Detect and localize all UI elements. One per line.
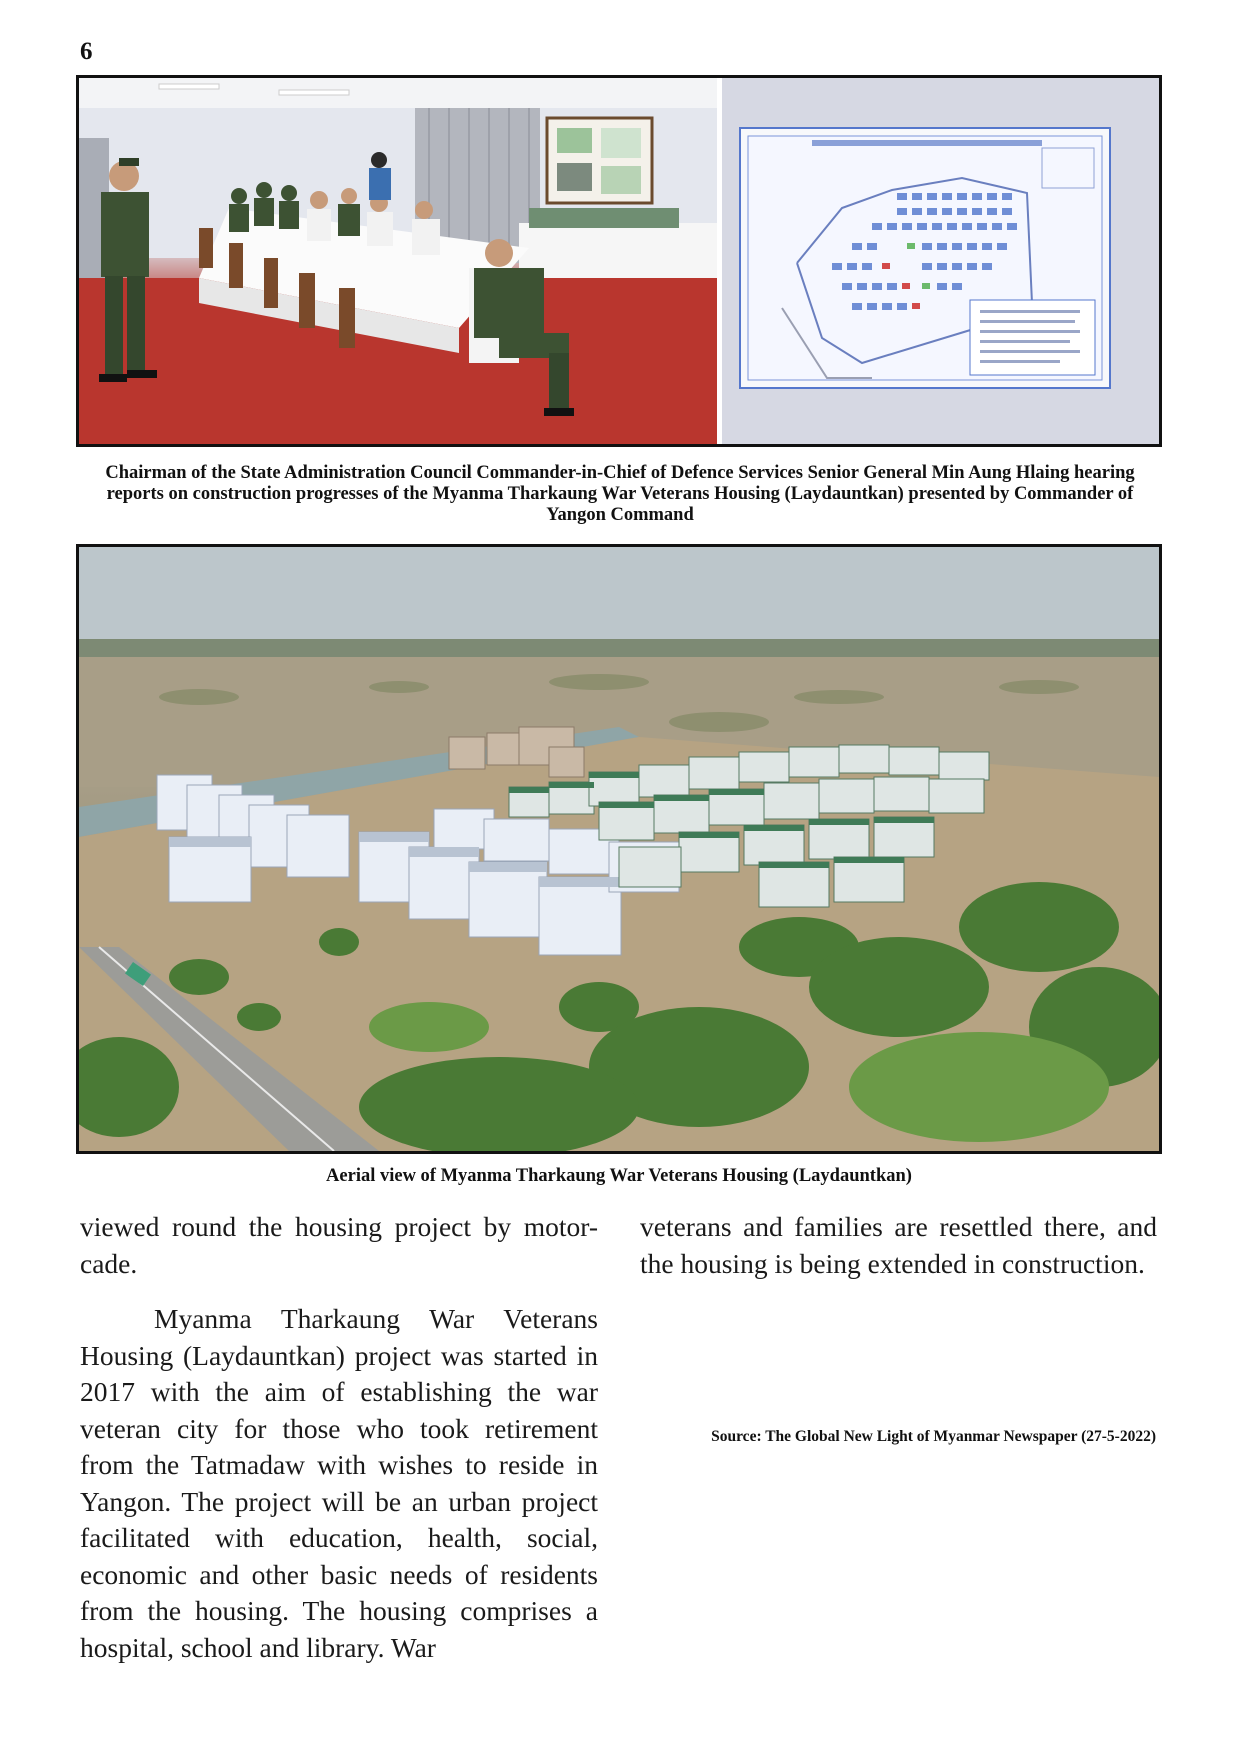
top-photo-caption: Chairman of the State Administration Council Commander-in-Chief of Defence Services Senior General Min Aung Hlaing hearing reports on construction progresses of the Myanma Tharkaung War Veterans Housing (Laydauntkan) presented by Commander of Yangon Command <box>105 463 1135 525</box>
aerial-photo-frame <box>76 544 1162 1154</box>
aerial-photo-illustration <box>79 547 1159 1151</box>
article-paragraph-3: veterans and families are resettled there, and the housing is being extended in construction. <box>640 1211 1157 1279</box>
aerial-photo-caption: Aerial view of Myanma Tharkaung War Veterans Housing (Laydauntkan) <box>326 1166 912 1186</box>
meeting-photo-illustration <box>79 78 717 444</box>
article-paragraph-2: Myanma Tharkaung War Veterans Housing (Laydauntkan) project was started in 2017 with the aim of establishing the war veteran city for those who took retirement from the Tatmadaw with wishes to reside in Yangon. The project will be an urban project facilitated with education, health, social, economic and other basic needs of residents from the housing. The housing comprises a hospital, school and library. War <box>80 1303 598 1663</box>
meeting-photo <box>79 78 717 444</box>
site-plan-photo <box>722 78 1159 444</box>
site-plan-illustration <box>722 78 1159 444</box>
top-photo-frame <box>76 75 1162 447</box>
aerial-photo <box>79 547 1159 1151</box>
article-paragraph-1: viewed round the housing project by motor-cade. <box>80 1211 598 1279</box>
source-credit: Source: The Global New Light of Myanmar Newspaper (27-5-2022) <box>711 1428 1156 1445</box>
page-number: 6 <box>80 38 93 65</box>
